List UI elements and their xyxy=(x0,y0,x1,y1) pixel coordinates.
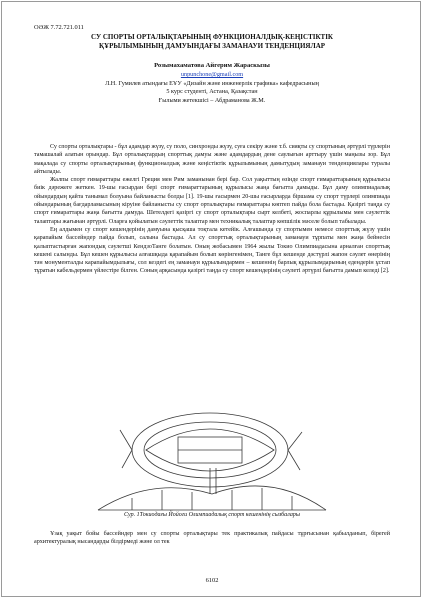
paragraph-3: Ең алдымен су спорт кешендерінің дамуына қысқаша тоқтала кетейік. Алғашында су спортымен немесе спорттық жүзу үшін қарапайым бассейндер пайда болып, салына бастады. Ал су спорттық орталықтарының заманауи тұрпаты мен жаңа бейнесін қалыптастырған жапондық сәулетші КендзоТанге болатын. Оның жобасымен 1964 жылы Токио Олимпиадасына арналған спорттық кешені салынды. Бұл кешен құрылысы алғашқыда қарапайым болып көрінгенімен, Танге бұл кешенде дәстүрлі жапон сәулет өнерінің тән монументалды карапайымдылығы, сол кездегі ең заманауи құрылымдармен – кешеннің барлық құрылымдарының едендерін ұстап тұратын кабельдермен үйлестіре білген. Соның арқасында қазіргі таңда су спорт кешендерінің сәулеті әртүрлі бағытта дамып келеді [2]. xyxy=(34,226,390,275)
figure-caption: Сур. 1Токиодағы Йойоги Олимпиадалық спорт кешенінің сызбалары xyxy=(124,512,300,518)
affiliation-line-3: Ғылыми жетекшісі – Абдраманова Ж.М. xyxy=(158,96,266,104)
affiliation-line-2: 5 курс студенті, Астана, Қазақстан xyxy=(166,88,258,96)
affiliation-line-1: Л.Н. Гумилев атындағы ЕҰУ «Дизайн және инженерлік графика» кафедрасының xyxy=(105,80,319,87)
paper-title xyxy=(34,33,390,51)
stadium-plan-drawing xyxy=(120,413,302,487)
elevation-columns xyxy=(132,488,292,510)
author-email-link[interactable]: unpunchone@gmail.com xyxy=(180,71,244,78)
udc-code: ОӘЖ 7.72.721.011 xyxy=(34,24,84,31)
page-number: 6102 xyxy=(205,577,219,584)
body-text-bottom xyxy=(34,530,390,547)
stadium-drawing-figure xyxy=(92,410,332,514)
paragraph-1: Су спорты орталықтары - бұл адамдар жүзу, су поло, синхронды жүзу, суға секіру және т.б. сияқты су спортының әртүрлі түрлерін тамашалай алатын орындар. Бұл орталықтардың спорттық дамуы және адамдардың дене саулығын арттыру үшін маңызы зор. Бұл мақалада су спорты орталықтарының функционалдық және кеңістіктік құрылымының дамытудың заманауи тенденциялары туралы айтылады. xyxy=(34,144,390,175)
paper-title-line-1: СУ СПОРТЫ ОРТАЛЫҚТАРЫНЫҢ ФУНКЦИОНАЛДЫҚ-КЕҢІСТІКТІК xyxy=(90,33,334,41)
stadium-elevation-drawing xyxy=(98,468,326,510)
author-name: Розымахаматова Айгерим Жараскызы xyxy=(154,62,270,69)
affiliation xyxy=(34,80,390,105)
paragraph-2: Жалпы спорт ғимараттары ежелгі Греция мен Рим заманынан бері бар. Сол уақыттың өзінде спорт ғимараттарының құрылысы биік дәрежеге жеткен. 19-шы ғасырдан бері спорт ғимараттарының құрылысы жаңа бағытта дамыды. Бұл даму олимпиадалық ойындардың қайта танымал болуына байланысты болды [1]. 19-шы ғасырмен 20-шы ғасырларда біршама су спорт түрлері олимпиада ойындарының бағдарламасының кіруіне байланысты су спорт орталықтары ғимараттары көптеп пайда бола бастады. Қазіргі таңда су спорт ғимараттары жаңа бағытта дамуда. Шетелдегі қазіргі су спорт орталықтары сырт келбеті, жоспарлы құрылымы мен сәулеттік талаптары жағынан әртүрлі. Оларға қойылатын сәулеттік талаптар мен техникалық талаптар көпшілік мәселе болып табылады. xyxy=(34,177,390,225)
elevation-mast xyxy=(210,468,216,494)
paper-title-line-2: ҚҰРЫЛЫМЫНЫҢ ДАМУЫНДАҒЫ ЗАМАНАУИ ТЕНДЕНЦИЯЛАР xyxy=(98,42,326,50)
paragraph-4: Ұзақ уақыт бойы бассейндер мен су спорты орталықтары тек практикалық пайдасы тұрғысынан қабылданып, бірегей архитектуралық нысандарды бiлдiрмедi және ол тек xyxy=(34,531,390,546)
body-text-top xyxy=(34,143,390,276)
